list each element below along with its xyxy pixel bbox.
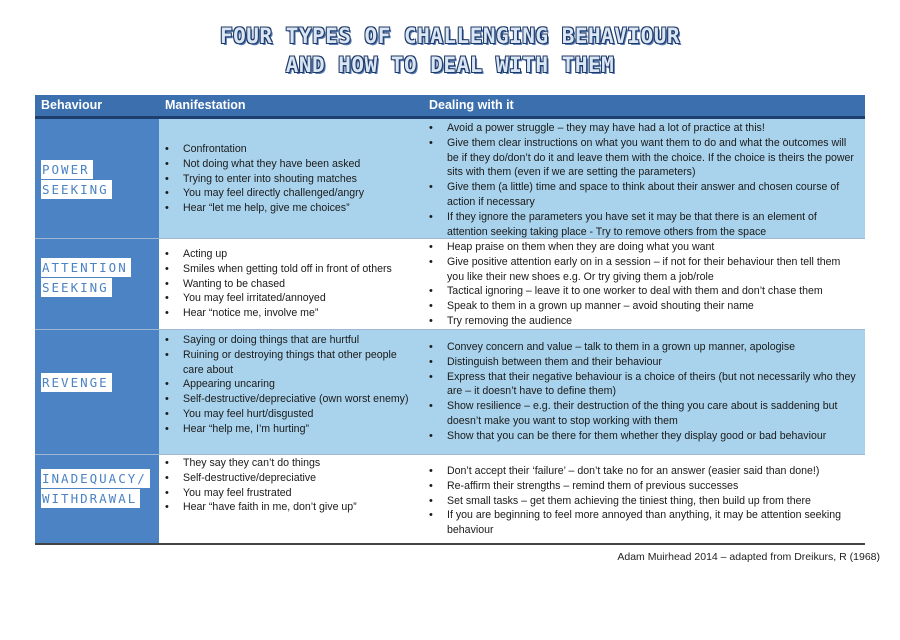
- list-item: • Hear “help me, I’m hurting”: [159, 422, 417, 437]
- header-manifestation: Manifestation: [165, 98, 246, 112]
- list-item: • Hear “notice me, involve me”: [159, 306, 417, 321]
- behaviour-label-power-seeking: [41, 160, 112, 200]
- dealing-cell: [423, 455, 865, 543]
- list-item: • Ruining or destroying things that other people care about: [159, 348, 417, 378]
- dealing-list: [423, 340, 859, 444]
- title-line-2: AND HOW TO DEAL WITH THEM: [285, 53, 615, 77]
- list-item: • Distinguish between them and their behaviour: [423, 355, 859, 370]
- list-item: • If they ignore the parameters you have set it may be that there is an element of attention seeking taking place - Try to remove others from the space: [423, 210, 859, 240]
- list-item: • Tactical ignoring – leave it to one worker to deal with them and don’t chase them: [423, 284, 859, 299]
- list-item: • Show resilience – e.g. their destruction of the thing you care about is saddening but doesn’t make you want to stop working with them: [423, 399, 859, 429]
- label-line: POWER: [41, 160, 93, 179]
- list-item: • Give them (a little) time and space to think about their answer and chosen course of action if necessary: [423, 180, 859, 210]
- table-row: [35, 239, 865, 330]
- manifestation-cell: [159, 119, 423, 238]
- table-row: [35, 330, 865, 455]
- dealing-list: [423, 464, 859, 538]
- list-item: • Saying or doing things that are hurtful: [159, 333, 417, 348]
- list-item: • Don’t accept their ‘failure’ – don’t take no for an answer (easier said than done!): [423, 464, 859, 479]
- list-item: • Set small tasks – get them achieving the tiniest thing, then build up from there: [423, 494, 859, 509]
- manifestation-list: [159, 333, 417, 437]
- manifestation-cell: [159, 239, 423, 329]
- list-item: • Self-destructive/depreciative (own worst enemy): [159, 392, 417, 407]
- label-line: INADEQUACY/: [41, 469, 150, 488]
- list-item: • Hear “have faith in me, don’t give up”: [159, 500, 417, 515]
- list-item: • Speak to them in a grown up manner – avoid shouting their name: [423, 299, 859, 314]
- list-item: • Trying to enter into shouting matches: [159, 172, 417, 187]
- behaviour-label-revenge: [41, 373, 112, 393]
- behaviour-cell: [35, 239, 159, 329]
- list-item: • Give them clear instructions on what you want them to do and what the outcomes will be if they do/don’t do it and leave them with the choice. If the choice is theirs the power sits with them (even if we are setting the parameters): [423, 136, 859, 180]
- list-item: • Hear “let me help, give me choices”: [159, 201, 417, 216]
- title-line-1: FOUR TYPES OF CHALLENGING BEHAVIOUR: [219, 24, 680, 48]
- manifestation-cell: [159, 330, 423, 454]
- behaviour-label-attention-seeking: [41, 258, 131, 298]
- list-item: • Wanting to be chased: [159, 277, 417, 292]
- dealing-cell: [423, 239, 865, 329]
- dealing-list: [423, 121, 859, 239]
- label-line: REVENGE: [41, 373, 112, 392]
- dealing-list: [423, 240, 859, 329]
- list-item: • You may feel directly challenged/angry: [159, 186, 417, 201]
- document-title: [0, 22, 900, 80]
- list-item: • Express that their negative behaviour is a choice of theirs (but not necessarily who they are – it doesn’t have to define them): [423, 370, 859, 400]
- label-line: SEEKING: [41, 180, 112, 199]
- behaviour-cell: [35, 455, 159, 543]
- label-line: ATTENTION: [41, 258, 131, 277]
- list-item: • Show that you can be there for them whether they display good or bad behaviour: [423, 429, 859, 444]
- list-item: • Not doing what they have been asked: [159, 157, 417, 172]
- list-item: • Confrontation: [159, 142, 417, 157]
- list-item: • Try removing the audience: [423, 314, 859, 329]
- dealing-cell: [423, 330, 865, 454]
- table-row: [35, 455, 865, 543]
- list-item: • Smiles when getting told off in front of others: [159, 262, 417, 277]
- table-header: [35, 95, 865, 119]
- list-item: • They say they can’t do things: [159, 456, 417, 471]
- list-item: • Convey concern and value – talk to them in a grown up manner, apologise: [423, 340, 859, 355]
- list-item: • Self-destructive/depreciative: [159, 471, 417, 486]
- manifestation-cell: [159, 455, 423, 543]
- label-line: WITHDRAWAL: [41, 489, 140, 508]
- manifestation-list: [159, 456, 417, 515]
- list-item: • Heap praise on them when they are doing what you want: [423, 240, 859, 255]
- header-dealing: Dealing with it: [429, 98, 514, 112]
- list-item: • Avoid a power struggle – they may have had a lot of practice at this!: [423, 121, 859, 136]
- list-item: • Acting up: [159, 247, 417, 262]
- credit-line: Adam Muirhead 2014 – adapted from Dreikurs, R (1968): [617, 551, 880, 563]
- manifestation-list: [159, 142, 417, 216]
- table-row: [35, 119, 865, 239]
- manifestation-list: [159, 247, 417, 321]
- list-item: • You may feel irritated/annoyed: [159, 291, 417, 306]
- list-item: • Give positive attention early on in a session – if not for their behaviour then tell them you like their new shoes e.g. Or try giving them a job/role: [423, 255, 859, 285]
- dealing-cell: [423, 119, 865, 238]
- list-item: • Re-affirm their strengths – remind them of previous successes: [423, 479, 859, 494]
- list-item: • If you are beginning to feel more annoyed than anything, it may be attention seeking behaviour: [423, 508, 859, 538]
- label-line: SEEKING: [41, 278, 112, 297]
- list-item: • Appearing uncaring: [159, 377, 417, 392]
- list-item: • You may feel frustrated: [159, 486, 417, 501]
- list-item: • You may feel hurt/disgusted: [159, 407, 417, 422]
- header-behaviour: Behaviour: [41, 98, 103, 112]
- behaviour-cell: [35, 330, 159, 454]
- behaviour-cell: [35, 119, 159, 238]
- behaviour-table: [35, 95, 865, 545]
- behaviour-label-inadequacy-withdrawal: [41, 469, 150, 509]
